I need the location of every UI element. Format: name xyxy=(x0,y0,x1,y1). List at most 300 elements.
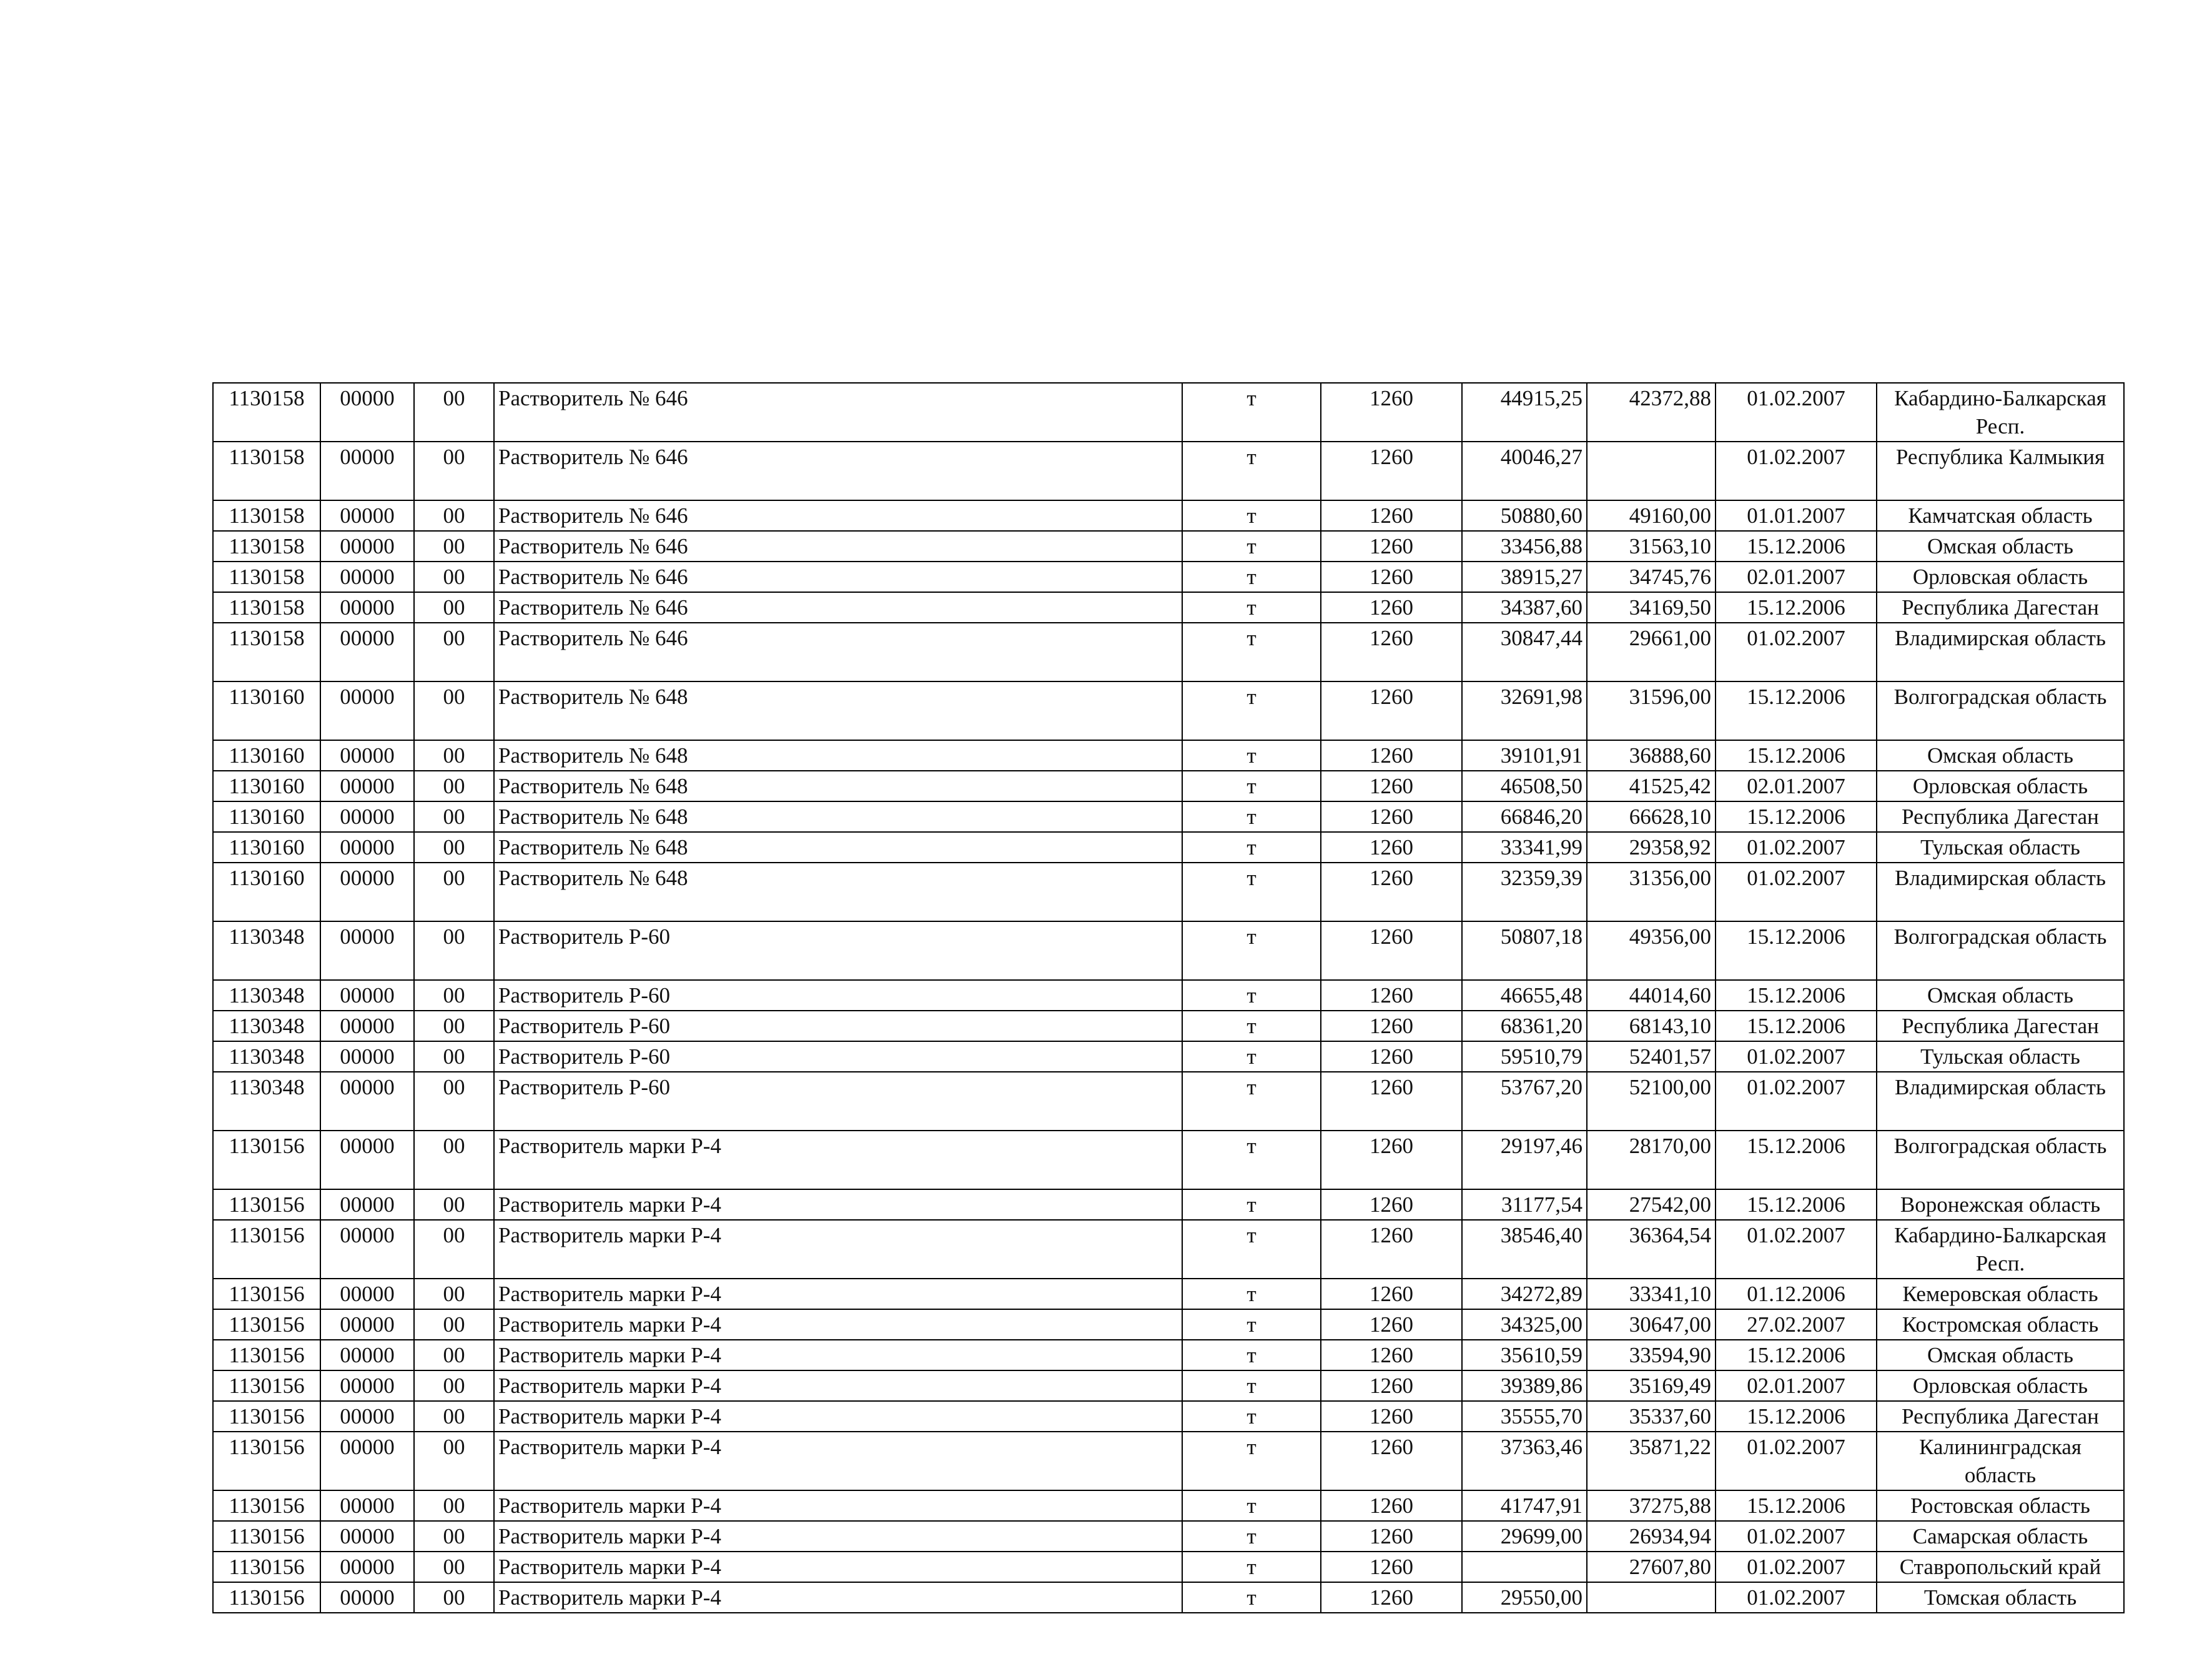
price-1-cell: 38546,40 xyxy=(1462,1220,1587,1279)
product-name-cell: Растворитель марки Р-4 xyxy=(494,1582,1182,1613)
sub-code-2-cell: 00 xyxy=(414,801,494,832)
region-cell: Республика Дагестан xyxy=(1877,592,2124,623)
region-cell: Камчатская область xyxy=(1877,500,2124,531)
product-name-cell: Растворитель № 648 xyxy=(494,801,1182,832)
product-code-cell: 1130158 xyxy=(213,592,320,623)
unit-cell: т xyxy=(1182,1072,1321,1131)
product-code-cell: 1130348 xyxy=(213,980,320,1011)
date-cell: 15.12.2006 xyxy=(1716,1340,1877,1370)
price-1-cell: 29699,00 xyxy=(1462,1521,1587,1552)
table-row xyxy=(213,1072,2124,1131)
table-row xyxy=(213,562,2124,592)
date-cell: 01.02.2007 xyxy=(1716,1041,1877,1072)
product-code-cell: 1130156 xyxy=(213,1401,320,1432)
sub-code-2-cell: 00 xyxy=(414,442,494,500)
price-1-cell: 33456,88 xyxy=(1462,531,1587,562)
product-name-cell: Растворитель марки Р-4 xyxy=(494,1401,1182,1432)
sub-code-cell: 00000 xyxy=(320,442,414,500)
date-cell: 01.02.2007 xyxy=(1716,1582,1877,1613)
table-row xyxy=(213,771,2124,801)
unit-cell: т xyxy=(1182,1189,1321,1220)
date-cell: 01.02.2007 xyxy=(1716,1552,1877,1582)
product-name-cell: Растворитель марки Р-4 xyxy=(494,1131,1182,1189)
price-2-cell: 35337,60 xyxy=(1587,1401,1716,1432)
unit-cell: т xyxy=(1182,980,1321,1011)
product-code-cell: 1130156 xyxy=(213,1340,320,1370)
unit-code-cell: 1260 xyxy=(1321,681,1462,740)
table-row xyxy=(213,1189,2124,1220)
unit-cell: т xyxy=(1182,1011,1321,1041)
table-row xyxy=(213,1552,2124,1582)
table-row xyxy=(213,980,2124,1011)
region-cell: Волгоградская область xyxy=(1877,681,2124,740)
unit-cell: т xyxy=(1182,531,1321,562)
sub-code-2-cell: 00 xyxy=(414,383,494,442)
price-2-cell xyxy=(1587,442,1716,500)
product-code-cell: 1130348 xyxy=(213,921,320,980)
table-row xyxy=(213,1432,2124,1490)
price-2-cell: 34169,50 xyxy=(1587,592,1716,623)
sub-code-cell: 00000 xyxy=(320,531,414,562)
unit-code-cell: 1260 xyxy=(1321,1521,1462,1552)
price-1-cell: 38915,27 xyxy=(1462,562,1587,592)
sub-code-cell: 00000 xyxy=(320,1189,414,1220)
region-cell: Орловская область xyxy=(1877,771,2124,801)
sub-code-2-cell: 00 xyxy=(414,562,494,592)
unit-cell: т xyxy=(1182,1401,1321,1432)
region-cell: Республика Дагестан xyxy=(1877,1401,2124,1432)
product-code-cell: 1130156 xyxy=(213,1521,320,1552)
sub-code-2-cell: 00 xyxy=(414,771,494,801)
table-row xyxy=(213,832,2124,863)
price-2-cell: 49160,00 xyxy=(1587,500,1716,531)
region-cell: Омская область xyxy=(1877,1340,2124,1370)
price-2-cell: 30647,00 xyxy=(1587,1309,1716,1340)
unit-code-cell: 1260 xyxy=(1321,1011,1462,1041)
unit-cell: т xyxy=(1182,442,1321,500)
unit-cell: т xyxy=(1182,1490,1321,1521)
unit-cell: т xyxy=(1182,740,1321,771)
unit-code-cell: 1260 xyxy=(1321,1041,1462,1072)
unit-cell: т xyxy=(1182,1309,1321,1340)
unit-code-cell: 1260 xyxy=(1321,863,1462,921)
price-2-cell: 27542,00 xyxy=(1587,1189,1716,1220)
sub-code-2-cell: 00 xyxy=(414,681,494,740)
table-row xyxy=(213,1401,2124,1432)
table-row xyxy=(213,1521,2124,1552)
product-name-cell: Растворитель № 648 xyxy=(494,771,1182,801)
sub-code-cell: 00000 xyxy=(320,1011,414,1041)
price-2-cell: 52100,00 xyxy=(1587,1072,1716,1131)
product-name-cell: Растворитель № 646 xyxy=(494,592,1182,623)
unit-cell: т xyxy=(1182,1041,1321,1072)
sub-code-cell: 00000 xyxy=(320,562,414,592)
price-2-cell: 27607,80 xyxy=(1587,1552,1716,1582)
unit-code-cell: 1260 xyxy=(1321,1552,1462,1582)
sub-code-cell: 00000 xyxy=(320,980,414,1011)
unit-cell: т xyxy=(1182,1131,1321,1189)
unit-code-cell: 1260 xyxy=(1321,1279,1462,1309)
product-code-cell: 1130156 xyxy=(213,1220,320,1279)
unit-code-cell: 1260 xyxy=(1321,623,1462,681)
region-cell: Самарская область xyxy=(1877,1521,2124,1552)
product-name-cell: Растворитель Р-60 xyxy=(494,1011,1182,1041)
sub-code-cell: 00000 xyxy=(320,801,414,832)
unit-code-cell: 1260 xyxy=(1321,562,1462,592)
product-name-cell: Растворитель Р-60 xyxy=(494,921,1182,980)
price-2-cell: 68143,10 xyxy=(1587,1011,1716,1041)
sub-code-2-cell: 00 xyxy=(414,1340,494,1370)
product-code-cell: 1130156 xyxy=(213,1552,320,1582)
sub-code-2-cell: 00 xyxy=(414,1309,494,1340)
unit-cell: т xyxy=(1182,681,1321,740)
unit-code-cell: 1260 xyxy=(1321,500,1462,531)
sub-code-2-cell: 00 xyxy=(414,1131,494,1189)
date-cell: 27.02.2007 xyxy=(1716,1309,1877,1340)
unit-cell: т xyxy=(1182,863,1321,921)
product-code-cell: 1130158 xyxy=(213,562,320,592)
date-cell: 02.01.2007 xyxy=(1716,771,1877,801)
price-2-cell: 49356,00 xyxy=(1587,921,1716,980)
sub-code-cell: 00000 xyxy=(320,1340,414,1370)
date-cell: 01.02.2007 xyxy=(1716,1072,1877,1131)
unit-code-cell: 1260 xyxy=(1321,771,1462,801)
product-name-cell: Растворитель № 646 xyxy=(494,531,1182,562)
table-row xyxy=(213,1220,2124,1279)
unit-code-cell: 1260 xyxy=(1321,592,1462,623)
date-cell: 15.12.2006 xyxy=(1716,592,1877,623)
product-name-cell: Растворитель марки Р-4 xyxy=(494,1340,1182,1370)
region-cell: Ставропольский край xyxy=(1877,1552,2124,1582)
date-cell: 01.02.2007 xyxy=(1716,442,1877,500)
table-row xyxy=(213,1582,2124,1613)
table-row xyxy=(213,592,2124,623)
price-1-cell: 41747,91 xyxy=(1462,1490,1587,1521)
sub-code-2-cell: 00 xyxy=(414,1432,494,1490)
price-1-cell: 29197,46 xyxy=(1462,1131,1587,1189)
price-2-cell: 36888,60 xyxy=(1587,740,1716,771)
unit-code-cell: 1260 xyxy=(1321,1072,1462,1131)
unit-code-cell: 1260 xyxy=(1321,801,1462,832)
sub-code-2-cell: 00 xyxy=(414,1490,494,1521)
product-name-cell: Растворитель марки Р-4 xyxy=(494,1279,1182,1309)
product-code-cell: 1130348 xyxy=(213,1072,320,1131)
sub-code-cell: 00000 xyxy=(320,1279,414,1309)
unit-cell: т xyxy=(1182,1432,1321,1490)
region-cell: Орловская область xyxy=(1877,562,2124,592)
price-1-cell: 46508,50 xyxy=(1462,771,1587,801)
unit-code-cell: 1260 xyxy=(1321,1401,1462,1432)
unit-code-cell: 1260 xyxy=(1321,1370,1462,1401)
product-code-cell: 1130158 xyxy=(213,531,320,562)
product-code-cell: 1130156 xyxy=(213,1131,320,1189)
sub-code-cell: 00000 xyxy=(320,832,414,863)
sub-code-cell: 00000 xyxy=(320,1072,414,1131)
product-code-cell: 1130160 xyxy=(213,801,320,832)
unit-cell: т xyxy=(1182,1370,1321,1401)
product-code-cell: 1130160 xyxy=(213,771,320,801)
price-1-cell: 32691,98 xyxy=(1462,681,1587,740)
table-row xyxy=(213,1011,2124,1041)
price-2-cell: 34745,76 xyxy=(1587,562,1716,592)
region-cell: Томская область xyxy=(1877,1582,2124,1613)
table-row xyxy=(213,863,2124,921)
price-2-cell: 44014,60 xyxy=(1587,980,1716,1011)
price-1-cell: 32359,39 xyxy=(1462,863,1587,921)
region-cell: Омская область xyxy=(1877,531,2124,562)
region-cell: Тульская область xyxy=(1877,832,2124,863)
price-1-cell: 34272,89 xyxy=(1462,1279,1587,1309)
table-row xyxy=(213,500,2124,531)
sub-code-cell: 00000 xyxy=(320,1490,414,1521)
price-1-cell: 39389,86 xyxy=(1462,1370,1587,1401)
price-1-cell: 59510,79 xyxy=(1462,1041,1587,1072)
sub-code-cell: 00000 xyxy=(320,681,414,740)
region-cell: Волгоградская область xyxy=(1877,1131,2124,1189)
table-row xyxy=(213,801,2124,832)
sub-code-cell: 00000 xyxy=(320,740,414,771)
unit-code-cell: 1260 xyxy=(1321,1131,1462,1189)
sub-code-2-cell: 00 xyxy=(414,531,494,562)
product-name-cell: Растворитель № 648 xyxy=(494,681,1182,740)
sub-code-cell: 00000 xyxy=(320,1220,414,1279)
price-1-cell: 53767,20 xyxy=(1462,1072,1587,1131)
price-1-cell: 31177,54 xyxy=(1462,1189,1587,1220)
unit-code-cell: 1260 xyxy=(1321,442,1462,500)
unit-code-cell: 1260 xyxy=(1321,1432,1462,1490)
unit-cell: т xyxy=(1182,921,1321,980)
date-cell: 15.12.2006 xyxy=(1716,1490,1877,1521)
sub-code-cell: 00000 xyxy=(320,1582,414,1613)
product-code-cell: 1130156 xyxy=(213,1279,320,1309)
product-code-cell: 1130160 xyxy=(213,832,320,863)
table-row xyxy=(213,1131,2124,1189)
sub-code-cell: 00000 xyxy=(320,1432,414,1490)
price-2-cell: 26934,94 xyxy=(1587,1521,1716,1552)
sub-code-2-cell: 00 xyxy=(414,1072,494,1131)
unit-cell: т xyxy=(1182,500,1321,531)
table-row xyxy=(213,1340,2124,1370)
sub-code-cell: 00000 xyxy=(320,592,414,623)
sub-code-cell: 00000 xyxy=(320,863,414,921)
sub-code-2-cell: 00 xyxy=(414,863,494,921)
unit-cell: т xyxy=(1182,623,1321,681)
product-name-cell: Растворитель Р-60 xyxy=(494,980,1182,1011)
unit-code-cell: 1260 xyxy=(1321,1582,1462,1613)
product-code-cell: 1130156 xyxy=(213,1370,320,1401)
unit-code-cell: 1260 xyxy=(1321,383,1462,442)
unit-cell: т xyxy=(1182,801,1321,832)
date-cell: 01.02.2007 xyxy=(1716,383,1877,442)
region-cell: Калининградская область xyxy=(1877,1432,2124,1490)
price-2-cell: 35871,22 xyxy=(1587,1432,1716,1490)
product-code-cell: 1130160 xyxy=(213,740,320,771)
unit-code-cell: 1260 xyxy=(1321,740,1462,771)
date-cell: 01.02.2007 xyxy=(1716,863,1877,921)
price-2-cell: 28170,00 xyxy=(1587,1131,1716,1189)
product-name-cell: Растворитель № 646 xyxy=(494,562,1182,592)
sub-code-2-cell: 00 xyxy=(414,1552,494,1582)
table-row xyxy=(213,740,2124,771)
sub-code-2-cell: 00 xyxy=(414,1189,494,1220)
price-1-cell: 44915,25 xyxy=(1462,383,1587,442)
price-2-cell: 29661,00 xyxy=(1587,623,1716,681)
date-cell: 01.01.2007 xyxy=(1716,500,1877,531)
region-cell: Республика Дагестан xyxy=(1877,1011,2124,1041)
price-1-cell: 34387,60 xyxy=(1462,592,1587,623)
product-name-cell: Растворитель Р-60 xyxy=(494,1072,1182,1131)
sub-code-2-cell: 00 xyxy=(414,500,494,531)
region-cell: Кемеровская область xyxy=(1877,1279,2124,1309)
date-cell: 01.02.2007 xyxy=(1716,1432,1877,1490)
unit-code-cell: 1260 xyxy=(1321,980,1462,1011)
date-cell: 15.12.2006 xyxy=(1716,980,1877,1011)
region-cell: Костромская область xyxy=(1877,1309,2124,1340)
product-name-cell: Растворитель марки Р-4 xyxy=(494,1521,1182,1552)
product-code-cell: 1130156 xyxy=(213,1309,320,1340)
sub-code-2-cell: 00 xyxy=(414,1279,494,1309)
unit-code-cell: 1260 xyxy=(1321,921,1462,980)
sub-code-2-cell: 00 xyxy=(414,980,494,1011)
price-2-cell: 29358,92 xyxy=(1587,832,1716,863)
unit-code-cell: 1260 xyxy=(1321,1220,1462,1279)
sub-code-cell: 00000 xyxy=(320,771,414,801)
date-cell: 02.01.2007 xyxy=(1716,1370,1877,1401)
table-row xyxy=(213,1309,2124,1340)
sub-code-cell: 00000 xyxy=(320,500,414,531)
unit-cell: т xyxy=(1182,1220,1321,1279)
unit-cell: т xyxy=(1182,771,1321,801)
unit-code-cell: 1260 xyxy=(1321,1340,1462,1370)
price-2-cell xyxy=(1587,1582,1716,1613)
price-table xyxy=(212,382,2125,1613)
table-row xyxy=(213,1041,2124,1072)
product-code-cell: 1130156 xyxy=(213,1582,320,1613)
product-code-cell: 1130158 xyxy=(213,623,320,681)
unit-cell: т xyxy=(1182,383,1321,442)
sub-code-2-cell: 00 xyxy=(414,1011,494,1041)
product-name-cell: Растворитель марки Р-4 xyxy=(494,1552,1182,1582)
product-name-cell: Растворитель марки Р-4 xyxy=(494,1189,1182,1220)
price-2-cell: 66628,10 xyxy=(1587,801,1716,832)
unit-code-cell: 1260 xyxy=(1321,1189,1462,1220)
price-1-cell: 68361,20 xyxy=(1462,1011,1587,1041)
price-2-cell: 41525,42 xyxy=(1587,771,1716,801)
sub-code-cell: 00000 xyxy=(320,1309,414,1340)
product-name-cell: Растворитель № 648 xyxy=(494,832,1182,863)
price-1-cell: 50807,18 xyxy=(1462,921,1587,980)
sub-code-2-cell: 00 xyxy=(414,592,494,623)
unit-cell: т xyxy=(1182,1279,1321,1309)
region-cell: Кабардино-Балкарская Респ. xyxy=(1877,1220,2124,1279)
unit-cell: т xyxy=(1182,1582,1321,1613)
date-cell: 02.01.2007 xyxy=(1716,562,1877,592)
price-2-cell: 37275,88 xyxy=(1587,1490,1716,1521)
region-cell: Владимирская область xyxy=(1877,1072,2124,1131)
table-row xyxy=(213,531,2124,562)
product-code-cell: 1130158 xyxy=(213,500,320,531)
table-row xyxy=(213,921,2124,980)
product-code-cell: 1130156 xyxy=(213,1432,320,1490)
region-cell: Тульская область xyxy=(1877,1041,2124,1072)
sub-code-2-cell: 00 xyxy=(414,1401,494,1432)
product-name-cell: Растворитель марки Р-4 xyxy=(494,1220,1182,1279)
date-cell: 15.12.2006 xyxy=(1716,1131,1877,1189)
date-cell: 15.12.2006 xyxy=(1716,740,1877,771)
sub-code-2-cell: 00 xyxy=(414,832,494,863)
product-name-cell: Растворитель марки Р-4 xyxy=(494,1370,1182,1401)
product-name-cell: Растворитель марки Р-4 xyxy=(494,1432,1182,1490)
unit-cell: т xyxy=(1182,1552,1321,1582)
price-1-cell: 35610,59 xyxy=(1462,1340,1587,1370)
unit-cell: т xyxy=(1182,1340,1321,1370)
sub-code-2-cell: 00 xyxy=(414,1041,494,1072)
date-cell: 01.02.2007 xyxy=(1716,1521,1877,1552)
product-name-cell: Растворитель марки Р-4 xyxy=(494,1309,1182,1340)
sub-code-cell: 00000 xyxy=(320,1041,414,1072)
price-2-cell: 36364,54 xyxy=(1587,1220,1716,1279)
product-code-cell: 1130348 xyxy=(213,1011,320,1041)
product-name-cell: Растворитель Р-60 xyxy=(494,1041,1182,1072)
product-code-cell: 1130158 xyxy=(213,383,320,442)
product-name-cell: Растворитель № 646 xyxy=(494,500,1182,531)
sub-code-2-cell: 00 xyxy=(414,623,494,681)
price-2-cell: 33341,10 xyxy=(1587,1279,1716,1309)
price-1-cell: 34325,00 xyxy=(1462,1309,1587,1340)
price-2-cell: 31563,10 xyxy=(1587,531,1716,562)
region-cell: Омская область xyxy=(1877,980,2124,1011)
date-cell: 15.12.2006 xyxy=(1716,531,1877,562)
product-name-cell: Растворитель № 646 xyxy=(494,383,1182,442)
product-code-cell: 1130160 xyxy=(213,681,320,740)
date-cell: 01.02.2007 xyxy=(1716,1220,1877,1279)
product-name-cell: Растворитель № 648 xyxy=(494,863,1182,921)
unit-code-cell: 1260 xyxy=(1321,1309,1462,1340)
product-code-cell: 1130160 xyxy=(213,863,320,921)
date-cell: 15.12.2006 xyxy=(1716,801,1877,832)
date-cell: 15.12.2006 xyxy=(1716,1011,1877,1041)
price-2-cell: 33594,90 xyxy=(1587,1340,1716,1370)
sub-code-cell: 00000 xyxy=(320,1521,414,1552)
sub-code-cell: 00000 xyxy=(320,383,414,442)
price-2-cell: 31596,00 xyxy=(1587,681,1716,740)
unit-cell: т xyxy=(1182,592,1321,623)
unit-code-cell: 1260 xyxy=(1321,832,1462,863)
sub-code-2-cell: 00 xyxy=(414,740,494,771)
price-1-cell: 50880,60 xyxy=(1462,500,1587,531)
table-row xyxy=(213,1370,2124,1401)
unit-code-cell: 1260 xyxy=(1321,1490,1462,1521)
region-cell: Воронежская область xyxy=(1877,1189,2124,1220)
region-cell: Владимирская область xyxy=(1877,863,2124,921)
sub-code-2-cell: 00 xyxy=(414,1370,494,1401)
sub-code-cell: 00000 xyxy=(320,921,414,980)
product-name-cell: Растворитель марки Р-4 xyxy=(494,1490,1182,1521)
region-cell: Республика Дагестан xyxy=(1877,801,2124,832)
date-cell: 01.02.2007 xyxy=(1716,832,1877,863)
price-1-cell: 30847,44 xyxy=(1462,623,1587,681)
table-row xyxy=(213,681,2124,740)
date-cell: 15.12.2006 xyxy=(1716,681,1877,740)
table-row xyxy=(213,1279,2124,1309)
product-name-cell: Растворитель № 648 xyxy=(494,740,1182,771)
sub-code-2-cell: 00 xyxy=(414,1521,494,1552)
region-cell: Ростовская область xyxy=(1877,1490,2124,1521)
sub-code-cell: 00000 xyxy=(320,623,414,681)
region-cell: Кабардино-Балкарская Респ. xyxy=(1877,383,2124,442)
price-1-cell: 37363,46 xyxy=(1462,1432,1587,1490)
product-code-cell: 1130348 xyxy=(213,1041,320,1072)
